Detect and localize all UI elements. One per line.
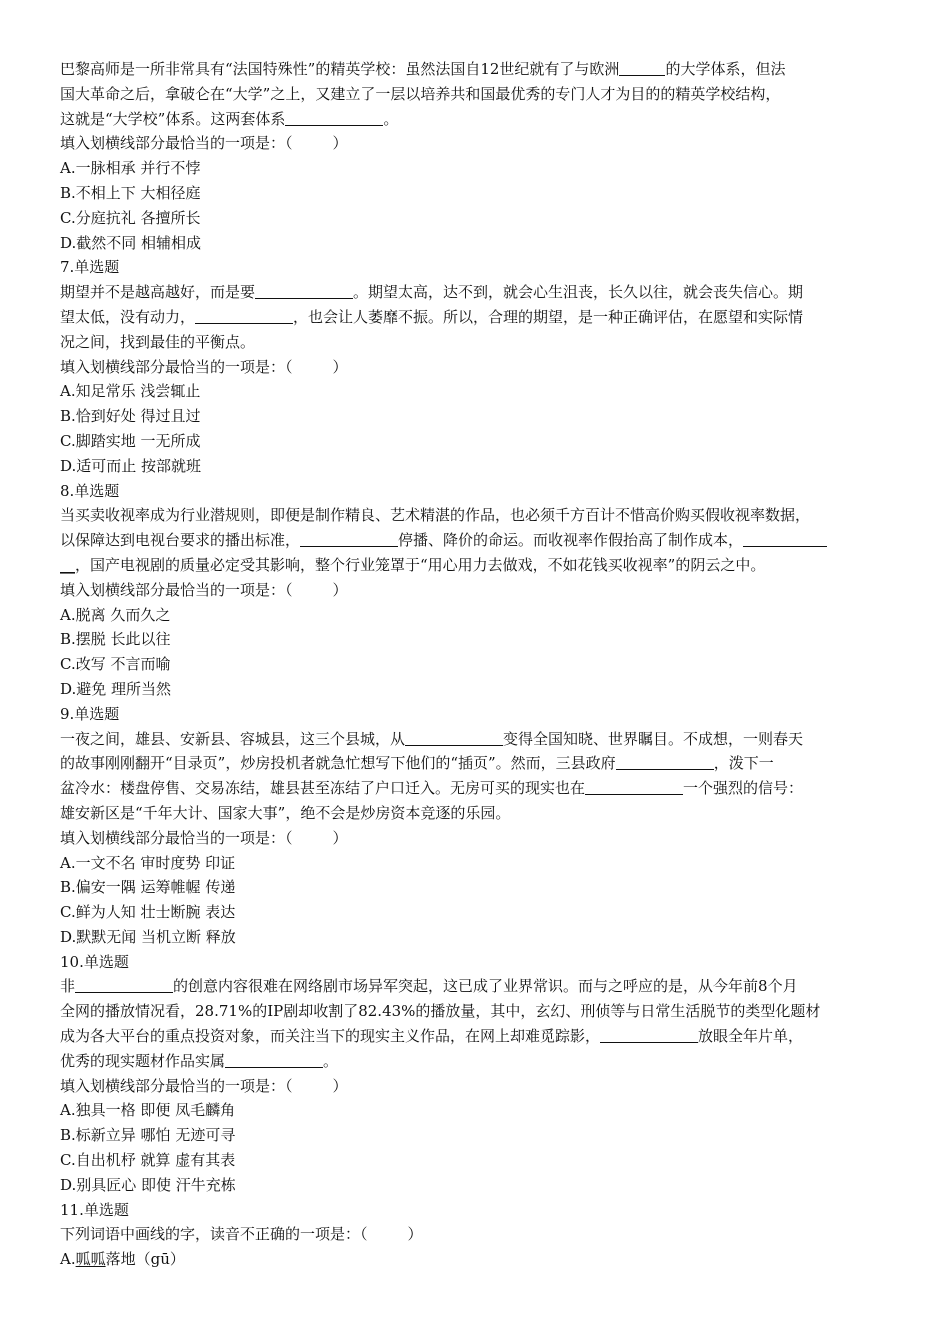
q10-option-b[interactable]: B.标新立异 哪怕 无迹可寻 [60,1126,236,1145]
q9-prompt: 填入划横线部分最恰当的一项是：（ ） [60,828,348,847]
q9-header: 9.单选题 [60,704,120,723]
q9-option-a[interactable]: A.一文不名 审时度势 印证 [60,853,236,872]
q11-prompt: 下列词语中画线的字，读音不正确的一项是：（ ） [60,1225,423,1244]
q10-option-d[interactable]: D.别具匠心 即使 汗牛充栋 [60,1175,236,1194]
answer-blank[interactable] [75,977,173,993]
q7-line-2: 望太低，没有动力， ，也会让人萎靡不振。所以，合理的期望，是一种正确评估，在愿望和实际情 [60,307,804,326]
q9-line-2: 的故事刚刚翻开“目录页”，炒房投机者就急忙想写下他们的“插页”。然而，三县政府 ，泼下一 [60,754,774,773]
document-page [60,57,896,1272]
q8-option-b[interactable]: B.摆脱 长此以往 [60,630,171,649]
q7-prompt: 填入划横线部分最恰当的一项是：（ ） [60,357,348,376]
q10-line-2: 全网的播放情况看，28.71%的IP剧却收割了82.43%的播放量，其中，玄幻、刑侦等与日常生活脱节的类型化题材 [60,1002,821,1021]
q6-option-d[interactable]: D.截然不同 相辅相成 [60,233,202,252]
q8-option-a[interactable]: A.脱离 久而久之 [60,605,171,624]
q9-option-c[interactable]: C.鲜为人知 壮士断腕 表达 [60,903,236,922]
q7-option-c[interactable]: C.脚踏实地 一无所成 [60,431,201,450]
q10-option-a[interactable]: A.独具一格 即便 凤毛麟角 [60,1101,236,1120]
q6-option-b[interactable]: B.不相上下 大相径庭 [60,183,201,202]
answer-blank[interactable] [619,60,665,76]
q8-line-1: 当买卖收视率成为行业潜规则，即便是制作精良、艺术精湛的作品，也必须千方百计不惜高价购买假收视率数据， [60,506,811,525]
answer-blank[interactable] [300,531,398,547]
answer-blank[interactable] [616,754,714,770]
q6-option-a[interactable]: A.一脉相承 并行不悖 [60,159,201,178]
q7-option-d[interactable]: D.适可而止 按部就班 [60,456,202,475]
answer-blank[interactable] [743,531,827,547]
q7-line-3: 况之间，找到最佳的平衡点。 [60,332,256,351]
q7-option-b[interactable]: B.恰到好处 得过且过 [60,407,201,426]
q10-option-c[interactable]: C.自出机杼 就算 虚有其表 [60,1151,236,1170]
q9-option-d[interactable]: D.默默无闻 当机立断 释放 [60,927,236,946]
q6-line-1: 巴黎高师是一所非常具有“法国特殊性”的精英学校：虽然法国自12世纪就有了与欧洲 的大学体系，但法 [60,60,786,78]
q10-line-3: 成为各大平台的重点投资对象，而关注当下的现实主义作品，在网上却难觅踪影， 放眼全年片单， [60,1027,804,1046]
answer-blank[interactable] [225,1052,323,1068]
answer-blank[interactable] [255,283,353,299]
q9-option-b[interactable]: B.偏安一隅 运筹帷幄 传递 [60,878,236,897]
q8-option-d[interactable]: D.避免 理所当然 [60,679,172,698]
q6-line-3: 这就是“大学校”体系。这两套体系 。 [60,109,399,128]
answer-blank[interactable] [285,110,383,126]
q9-line-1: 一夜之间，雄县、安新县、容城县，这三个县城，从 变得全国知晓、世界瞩目。不成想，一则春天 [60,729,804,748]
underlined-characters: 呱呱 [75,1250,106,1269]
q11-option-a[interactable]: A.呱呱落地（gū） [60,1250,185,1269]
q9-line-3: 盆冷水：楼盘停售、交易冻结，雄县甚至冻结了户口迁入。无房可买的现实也在 一个强烈的信号： [60,779,804,798]
q10-prompt: 填入划横线部分最恰当的一项是：（ ） [60,1076,348,1095]
q11-header: 11.单选题 [60,1200,129,1219]
q7-header: 7.单选题 [60,258,120,277]
q6-prompt: 填入划横线部分最恰当的一项是：（ ） [60,134,348,153]
q10-line-1: 非 的创意内容很难在网络剧市场异军突起，这已成了业界常识。而与之呼应的是，从今年前8个月 [60,977,798,996]
q8-line-3: __，国产电视剧的质量必定受其影响，整个行业笼罩于“用心用力去做戏，不如花钱买收视率”的阴云之中。 [60,555,766,574]
q10-header: 10.单选题 [60,952,129,971]
answer-blank[interactable] [405,730,503,746]
q8-line-2: 以保障达到电视台要求的播出标准， 停播、降价的命运。而收视率作假抬高了制作成本， [60,528,896,553]
q9-line-4: 雄安新区是“千年大计、国家大事”，绝不会是炒房资本竞逐的乐园。 [60,803,511,822]
q6-line-2: 国大革命之后，拿破仑在“大学”之上，又建立了一层以培养共和国最优秀的专门人才为目的的精英学校结构， [60,84,781,103]
q6-option-c[interactable]: C.分庭抗礼 各擅所长 [60,208,201,227]
q8-header: 8.单选题 [60,481,120,500]
answer-blank[interactable] [600,1027,698,1043]
q10-line-4: 优秀的现实题材作品实属 。 [60,1051,339,1070]
q7-line-1: 期望并不是越高越好，而是要 。期望太高，达不到，就会心生沮丧，长久以往，就会丧失信心。期 [60,283,804,302]
q7-option-a[interactable]: A.知足常乐 浅尝辄止 [60,382,201,401]
q8-option-c[interactable]: C.改写 不言而喻 [60,655,171,674]
answer-blank[interactable] [585,779,683,795]
q8-prompt: 填入划横线部分最恰当的一项是：（ ） [60,580,348,599]
answer-blank[interactable] [195,308,293,324]
